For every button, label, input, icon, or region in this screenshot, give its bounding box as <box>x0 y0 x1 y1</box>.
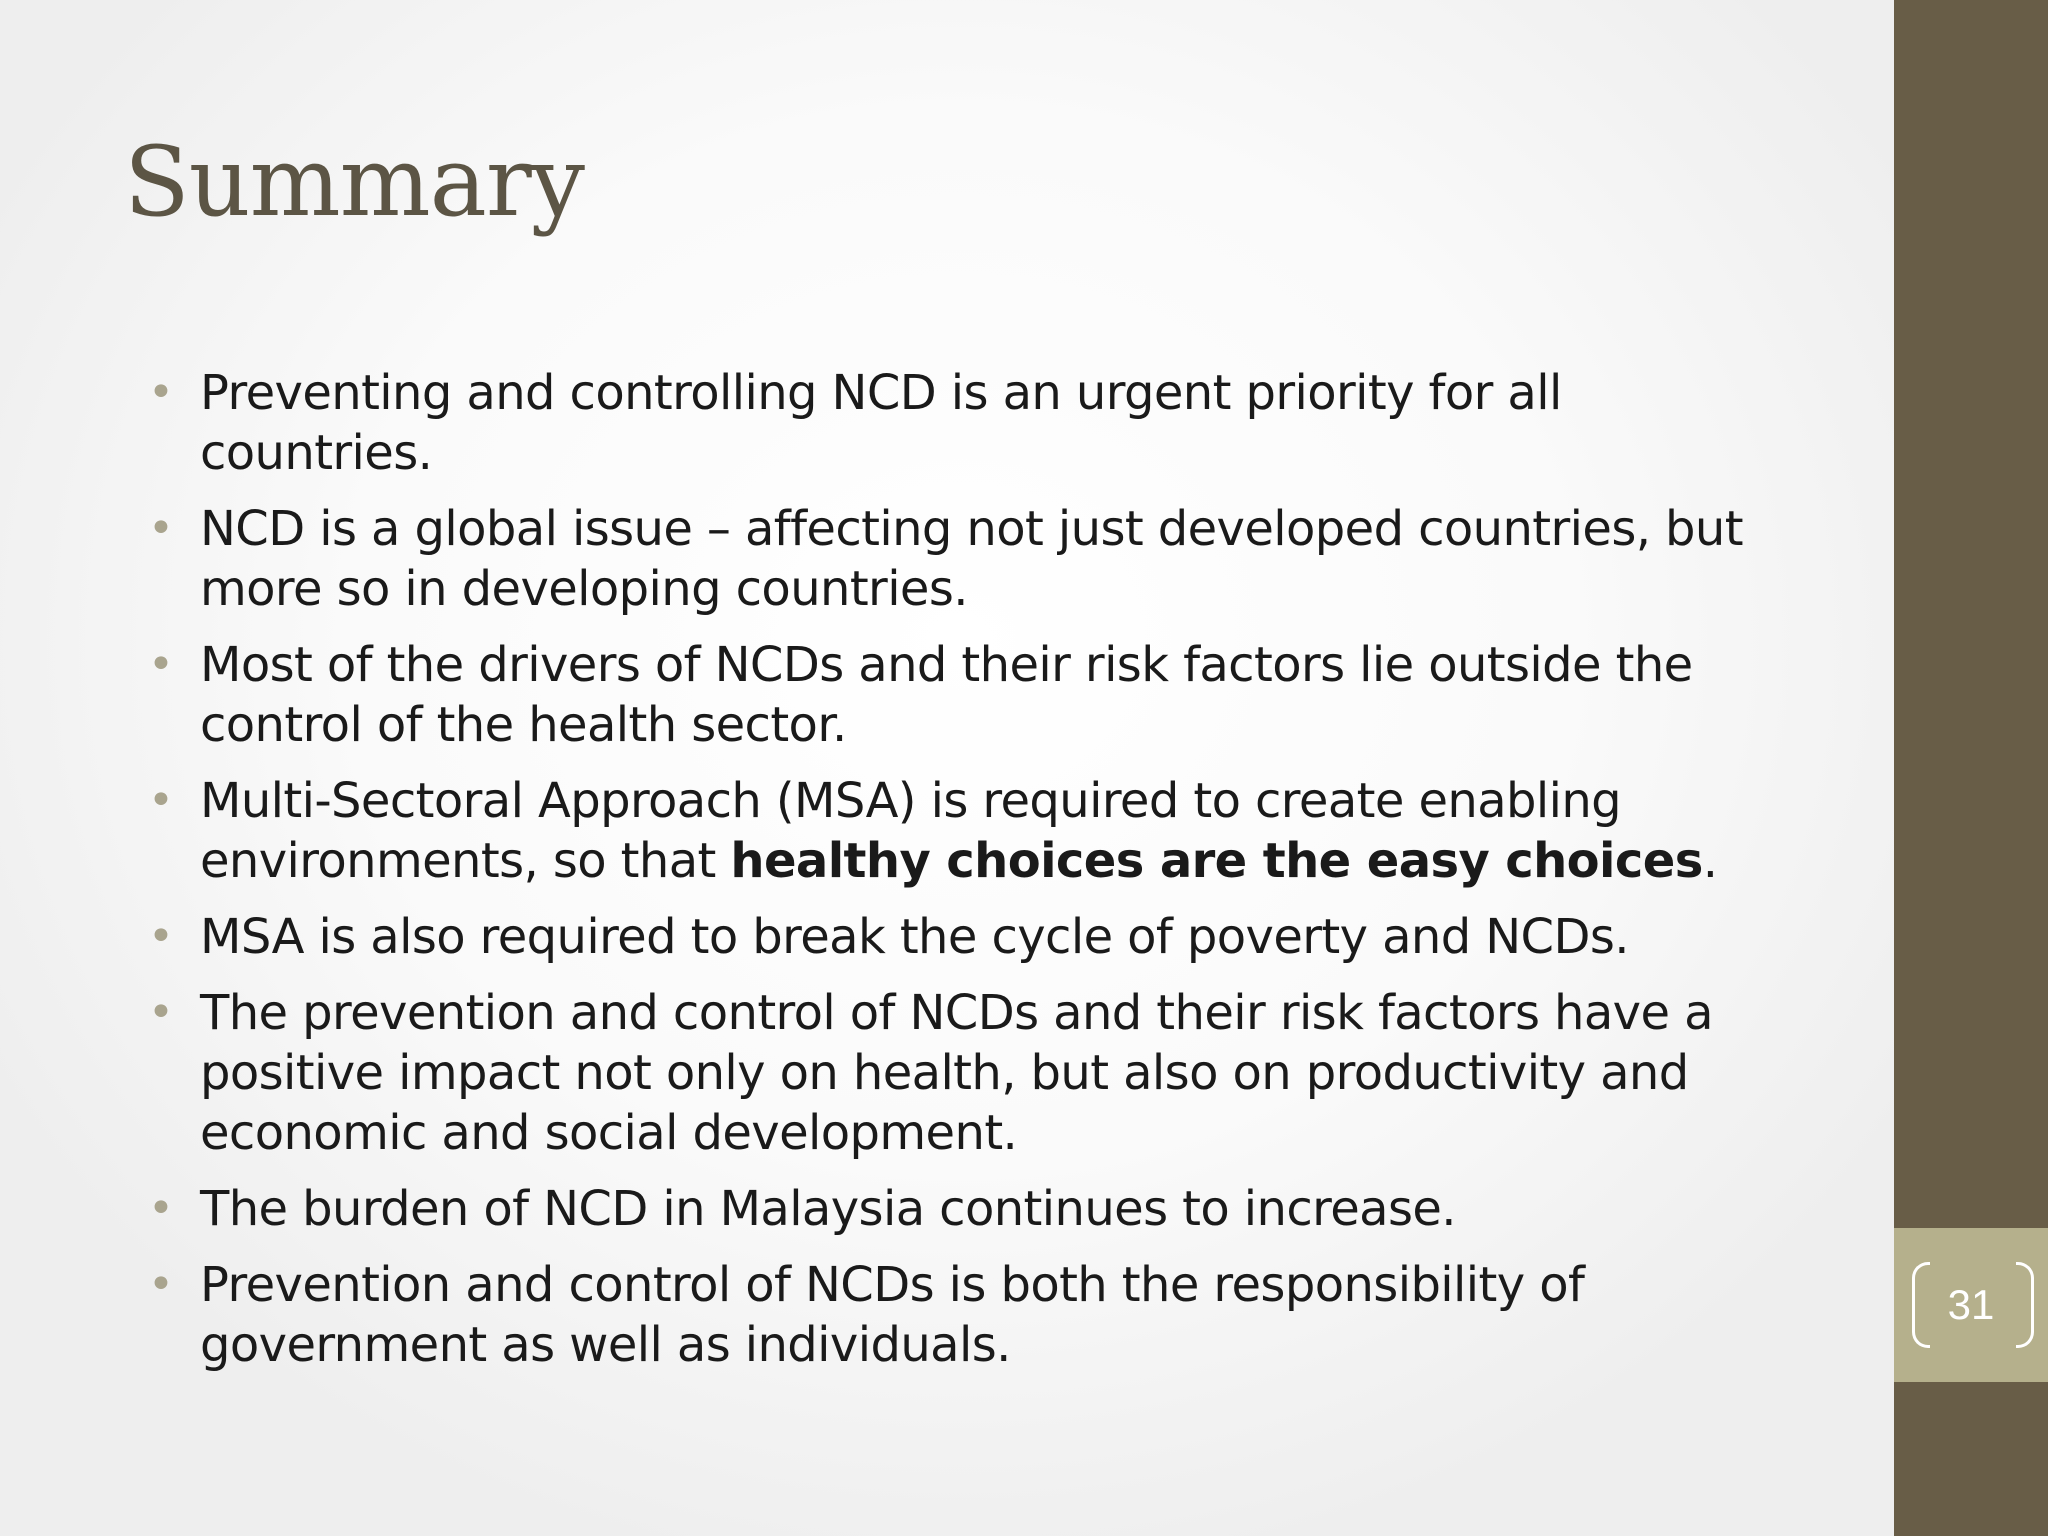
bullet-text: MSA is also required to break the cycle of poverty and NCDs. <box>200 909 1629 965</box>
bullet-item <box>140 771 1790 891</box>
bullet-marker-icon: • <box>148 639 174 690</box>
bullet-item <box>140 499 1790 619</box>
bullet-item <box>140 1255 1790 1375</box>
page-number-box <box>1894 1228 2048 1382</box>
bullet-text: Preventing and controlling NCD is an urgent priority for all countries. <box>200 365 1562 481</box>
page-number: 31 <box>1947 1281 1995 1328</box>
bullet-item <box>140 1179 1790 1239</box>
bullet-item <box>140 635 1790 755</box>
bullet-text: The prevention and control of NCDs and their risk factors have a positive impact not only on health, but also on productivity and economic and social development. <box>200 985 1713 1161</box>
bullet-marker-icon: • <box>148 911 174 962</box>
bullet-text-start: Multi-Sectoral Approach (MSA) is required to create enabling environments, so that <box>200 773 1622 889</box>
bullet-text: The burden of NCD in Malaysia continues to increase. <box>200 1181 1456 1237</box>
bullet-marker-icon: • <box>148 775 174 826</box>
bullet-text: Prevention and control of NCDs is both the responsibility of government as well as individuals. <box>200 1257 1585 1373</box>
bullet-item <box>140 983 1790 1163</box>
bullet-marker-icon: • <box>148 1183 174 1234</box>
bullet-item <box>140 907 1790 967</box>
bullet-item <box>140 363 1790 483</box>
bullet-marker-icon: • <box>148 503 174 554</box>
bullet-marker-icon: • <box>148 987 174 1038</box>
bullet-text: Most of the drivers of NCDs and their risk factors lie outside the control of the health sector. <box>200 637 1693 753</box>
bullet-emphasis: healthy choices are the easy choices <box>730 833 1703 889</box>
bullet-text <box>200 773 1717 889</box>
slide-title: Summary <box>124 126 585 238</box>
bullet-text-end: . <box>1702 833 1718 889</box>
bullet-marker-icon: • <box>148 367 174 418</box>
bullet-list <box>140 363 1790 1391</box>
bullet-text: NCD is a global issue – affecting not just developed countries, but more so in developing countries. <box>200 501 1743 617</box>
bullet-marker-icon: • <box>148 1259 174 1310</box>
